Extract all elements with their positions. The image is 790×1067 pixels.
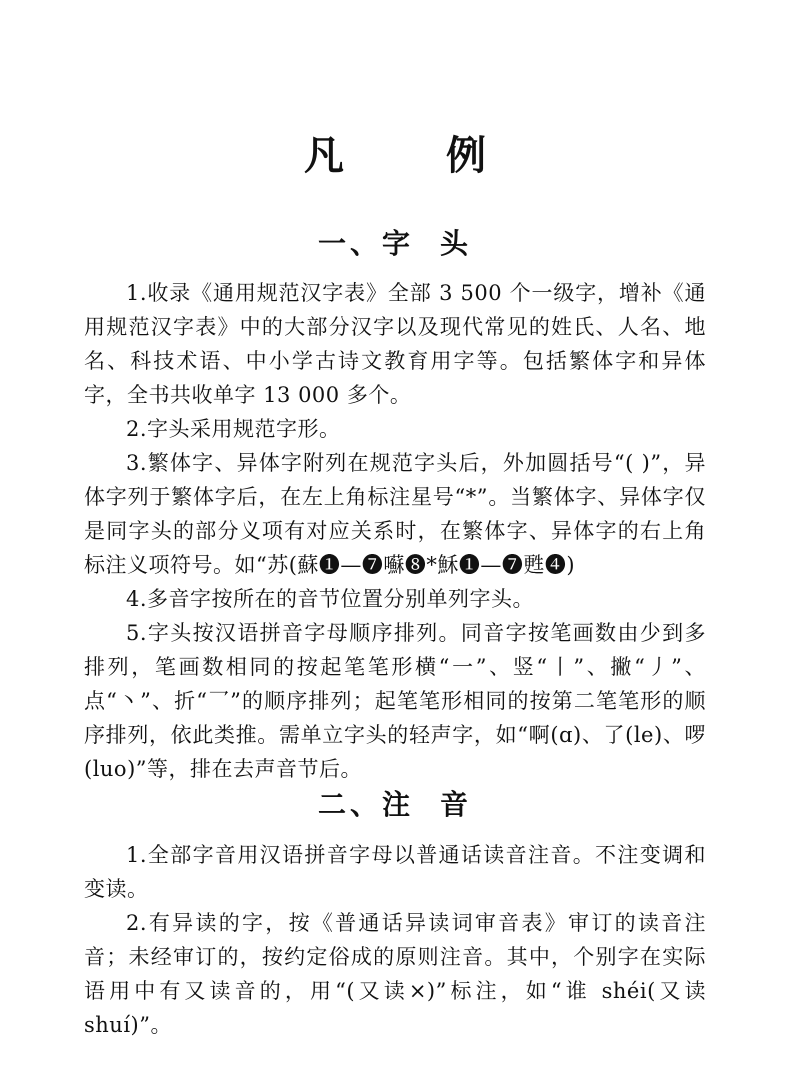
section-heading-num: 二、注 (317, 788, 414, 821)
paragraph: 2.字头采用规范字形。 (126, 417, 341, 441)
paragraph: 3.繁体字、异体字附列在规范字头后，外加圆括号“( )”，异体字列于繁体字后，在左上角标注星号“*”。当繁体字、异体字仅是同字头的部分义项有对应关系时，在繁体字、异体字的右上角标注义项符号。如“苏(蘇❶—❼囌❽*穌❶—❼甦❹) (84, 451, 706, 577)
paragraph: 2.有异读的字，按《普通话异读词审音表》审订的读音注音；未经审订的，按约定俗成的原则注音。其中，个别字在实际语用中有又读音的，用“(又读×)”标注，如“谁 shéi(又读 shuí)”。 (84, 911, 706, 1037)
section-heading-zhuyin (84, 785, 706, 825)
paragraph: 5.字头按汉语拼音字母顺序排列。同音字按笔画数由少到多排列，笔画数相同的按起笔笔形横“一”、竖“丨”、撇“丿”、点“丶”、折“乛”的顺序排列；起笔笔形相同的按第二笔笔形的顺序排列，依此类推。需单立字头的轻声字，如“啊(ɑ)、了(le)、啰(luo)”等，排在去声音节后。 (84, 621, 706, 781)
section-heading-num: 一、字 (317, 227, 414, 260)
section-heading-rest: 头 (440, 227, 473, 260)
section-heading-rest: 音 (440, 788, 473, 821)
document-page (84, 0, 706, 1067)
paragraph: 4.多音字按所在的音节位置分别单列字头。 (126, 587, 535, 611)
section-body-zhuyin (84, 838, 706, 1042)
section-heading-zitou (84, 224, 706, 264)
paragraph: 1.收录《通用规范汉字表》全部 3 500 个一级字，增补《通用规范汉字表》中的大部分汉字以及现代常见的姓氏、人名、地名、科技术语、中小学古诗文教育用字等。包括繁体字和异体字，全书共收单字 13 000 多个。 (84, 281, 706, 407)
section-body-zitou (84, 276, 706, 786)
paragraph: 1.全部字音用汉语拼音字母以普通话读音注音。不注变调和变读。 (84, 843, 706, 901)
page-title: 凡 例 (304, 132, 530, 179)
